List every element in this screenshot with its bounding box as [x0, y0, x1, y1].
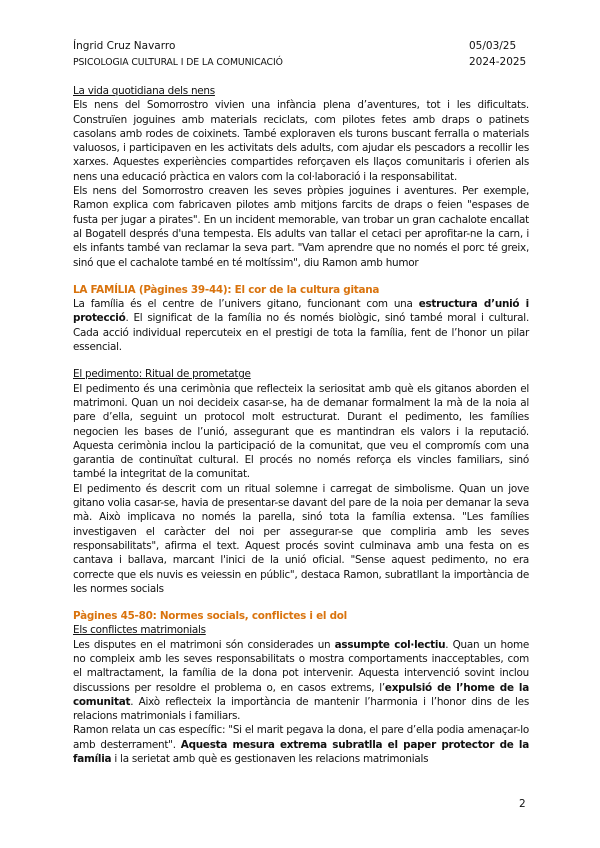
- paragraph: El pedimento és una cerimònia que reflecteix la seriositat amb què els gitanos aborden el matrimoni. Quan un noi decideix casar-se, ha de demanar formalment la mà de la noia al pare d’ella, seguint un protocol molt estructurat. Durant el pedimento, les famílies negocien les bases de l’unió, assegurant que es mantindran els valors i la reputació. Aquesta cerimònia inclou la participació de la comunitat, que veu el compromís com una garantia de continuïtat cultural. El procés no només reforça els vincles familiars, sinó també la integritat de la comunitat.: [73, 382, 529, 481]
- academic-year: 2024-2025: [469, 56, 527, 68]
- text-run: i la serietat amb què es gestionaven les relacions matrimonials: [111, 753, 429, 766]
- paragraph: Els nens del Somorrostro creaven les seves pròpies joguines i aventures. Per exemple, Ramon explica com fabricaven pilotes amb mitjons farcits de draps o feien "espases de fusta per jugar a pirates". En un incident memorable, van trobar un gran cachalote encallat al Bogatell després d'una tempesta. Els adults van tallar el cetaci per aprofitar-ne la carn, i els infants també van reclamar la seva part. "Vam aprendre que no només el porc té greix, sinó que el cachalote també en té moltíssim", diu Ramon amb humor: [73, 185, 529, 269]
- heading-vida-quotidiana: La vida quotidiana dels nens: [73, 85, 215, 97]
- spacer: [73, 354, 529, 367]
- paragraph: [73, 723, 529, 766]
- bold-text: assumpte col·lectiu: [334, 638, 446, 651]
- paragraph: [73, 638, 529, 724]
- text-run: Les disputes en el matrimoni són considerades un: [73, 638, 335, 651]
- bold-text: estructura d’unió i protecció: [73, 298, 529, 325]
- document-body: [73, 84, 529, 766]
- text-run: La família és el centre de l’univers gitano, funcionant com una: [73, 298, 419, 311]
- heading-conflictes: Els conflictes matrimonials: [73, 624, 206, 637]
- document-date: 05/03/25: [469, 40, 517, 52]
- spacer: [73, 596, 529, 609]
- author-name: Íngrid Cruz Navarro: [73, 40, 176, 52]
- paragraph: El pedimento és descrit com un ritual solemne i carregat de simbolisme. Quan un jove gitano volia casar-se, havia de presentar-se davant del pare de la noia per demanar la seva mà. Això implicava no només la parella, sinó tota la família extensa. "Les famílies investigaven el caràcter del noi per assegurar-se que compliria amb les seves responsabilitats", afirma el text. Aquest procés sovint culminava amb una festa on es cantava i ballava, marcant l'inici de la unió oficial. "Sense aquest pedimento, no era correcte que els nuvis es veiessin en públic", destaca Ramon, subratllant la importància de les normes socials: [73, 482, 529, 595]
- page-number: 2: [519, 798, 526, 810]
- text-run: . Això reflecteix la importància de mantenir l’harmonia i l’honor dins de les relacions matrimonials i familiars.: [73, 695, 529, 723]
- paragraph: [73, 297, 529, 354]
- section-heading-normes-socials: Pàgines 45-80: Normes socials, conflictes i el dol: [73, 610, 347, 623]
- heading-pedimento: El pedimento: Ritual de prometatge: [73, 368, 251, 381]
- spacer: [73, 270, 529, 283]
- bold-text: Aquesta mesura extrema subratlla el paper protector de la família: [73, 738, 529, 766]
- text-run: Ramon relata un cas específic: "Si el marit pegava la dona, el pare d’ella podia amenaçar-lo amb desterrament".: [73, 724, 529, 751]
- paragraph: Els nens del Somorrostro vivien una infància plena d’aventures, tot i les dificultats. Construïen joguines amb materials reciclats, com pilotes fetes amb draps o patinets casolans amb rodes de coixinets. També exploraven els turons buscant ferralla o materials valuosos, i participaven en les activitats dels adults, com ajudar els pescadors a recollir les xarxes. Aquestes experiències compartides reforçaven els llaços comunitaris i oferien als nens una educació pràctica en valors com la col·laboració i la responsabilitat.: [73, 99, 529, 183]
- text-run: . El significat de la família no és només biològic, sinó també moral i cultural. Cada acció individual repercuteix en el prestigi de tota la família, fent de l’honor un pilar essencial.: [73, 312, 529, 354]
- course-name: PSICOLOGIA CULTURAL I DE LA COMUNICACIÓ: [73, 57, 283, 68]
- text-run: . Quan un home no compleix amb les seves responsabilitats o mostra comportaments inacceptables, com el maltractament, la família de la dona pot intervenir. Aquesta intervenció sovint inclou discussions per resoldre el problema o, en casos extrems, l’: [73, 638, 529, 694]
- bold-text: expulsió de l’home de la comunitat: [73, 681, 529, 708]
- section-heading-familia: LA FAMÍLIA (Pàgines 39-44): El cor de la cultura gitana: [73, 283, 380, 296]
